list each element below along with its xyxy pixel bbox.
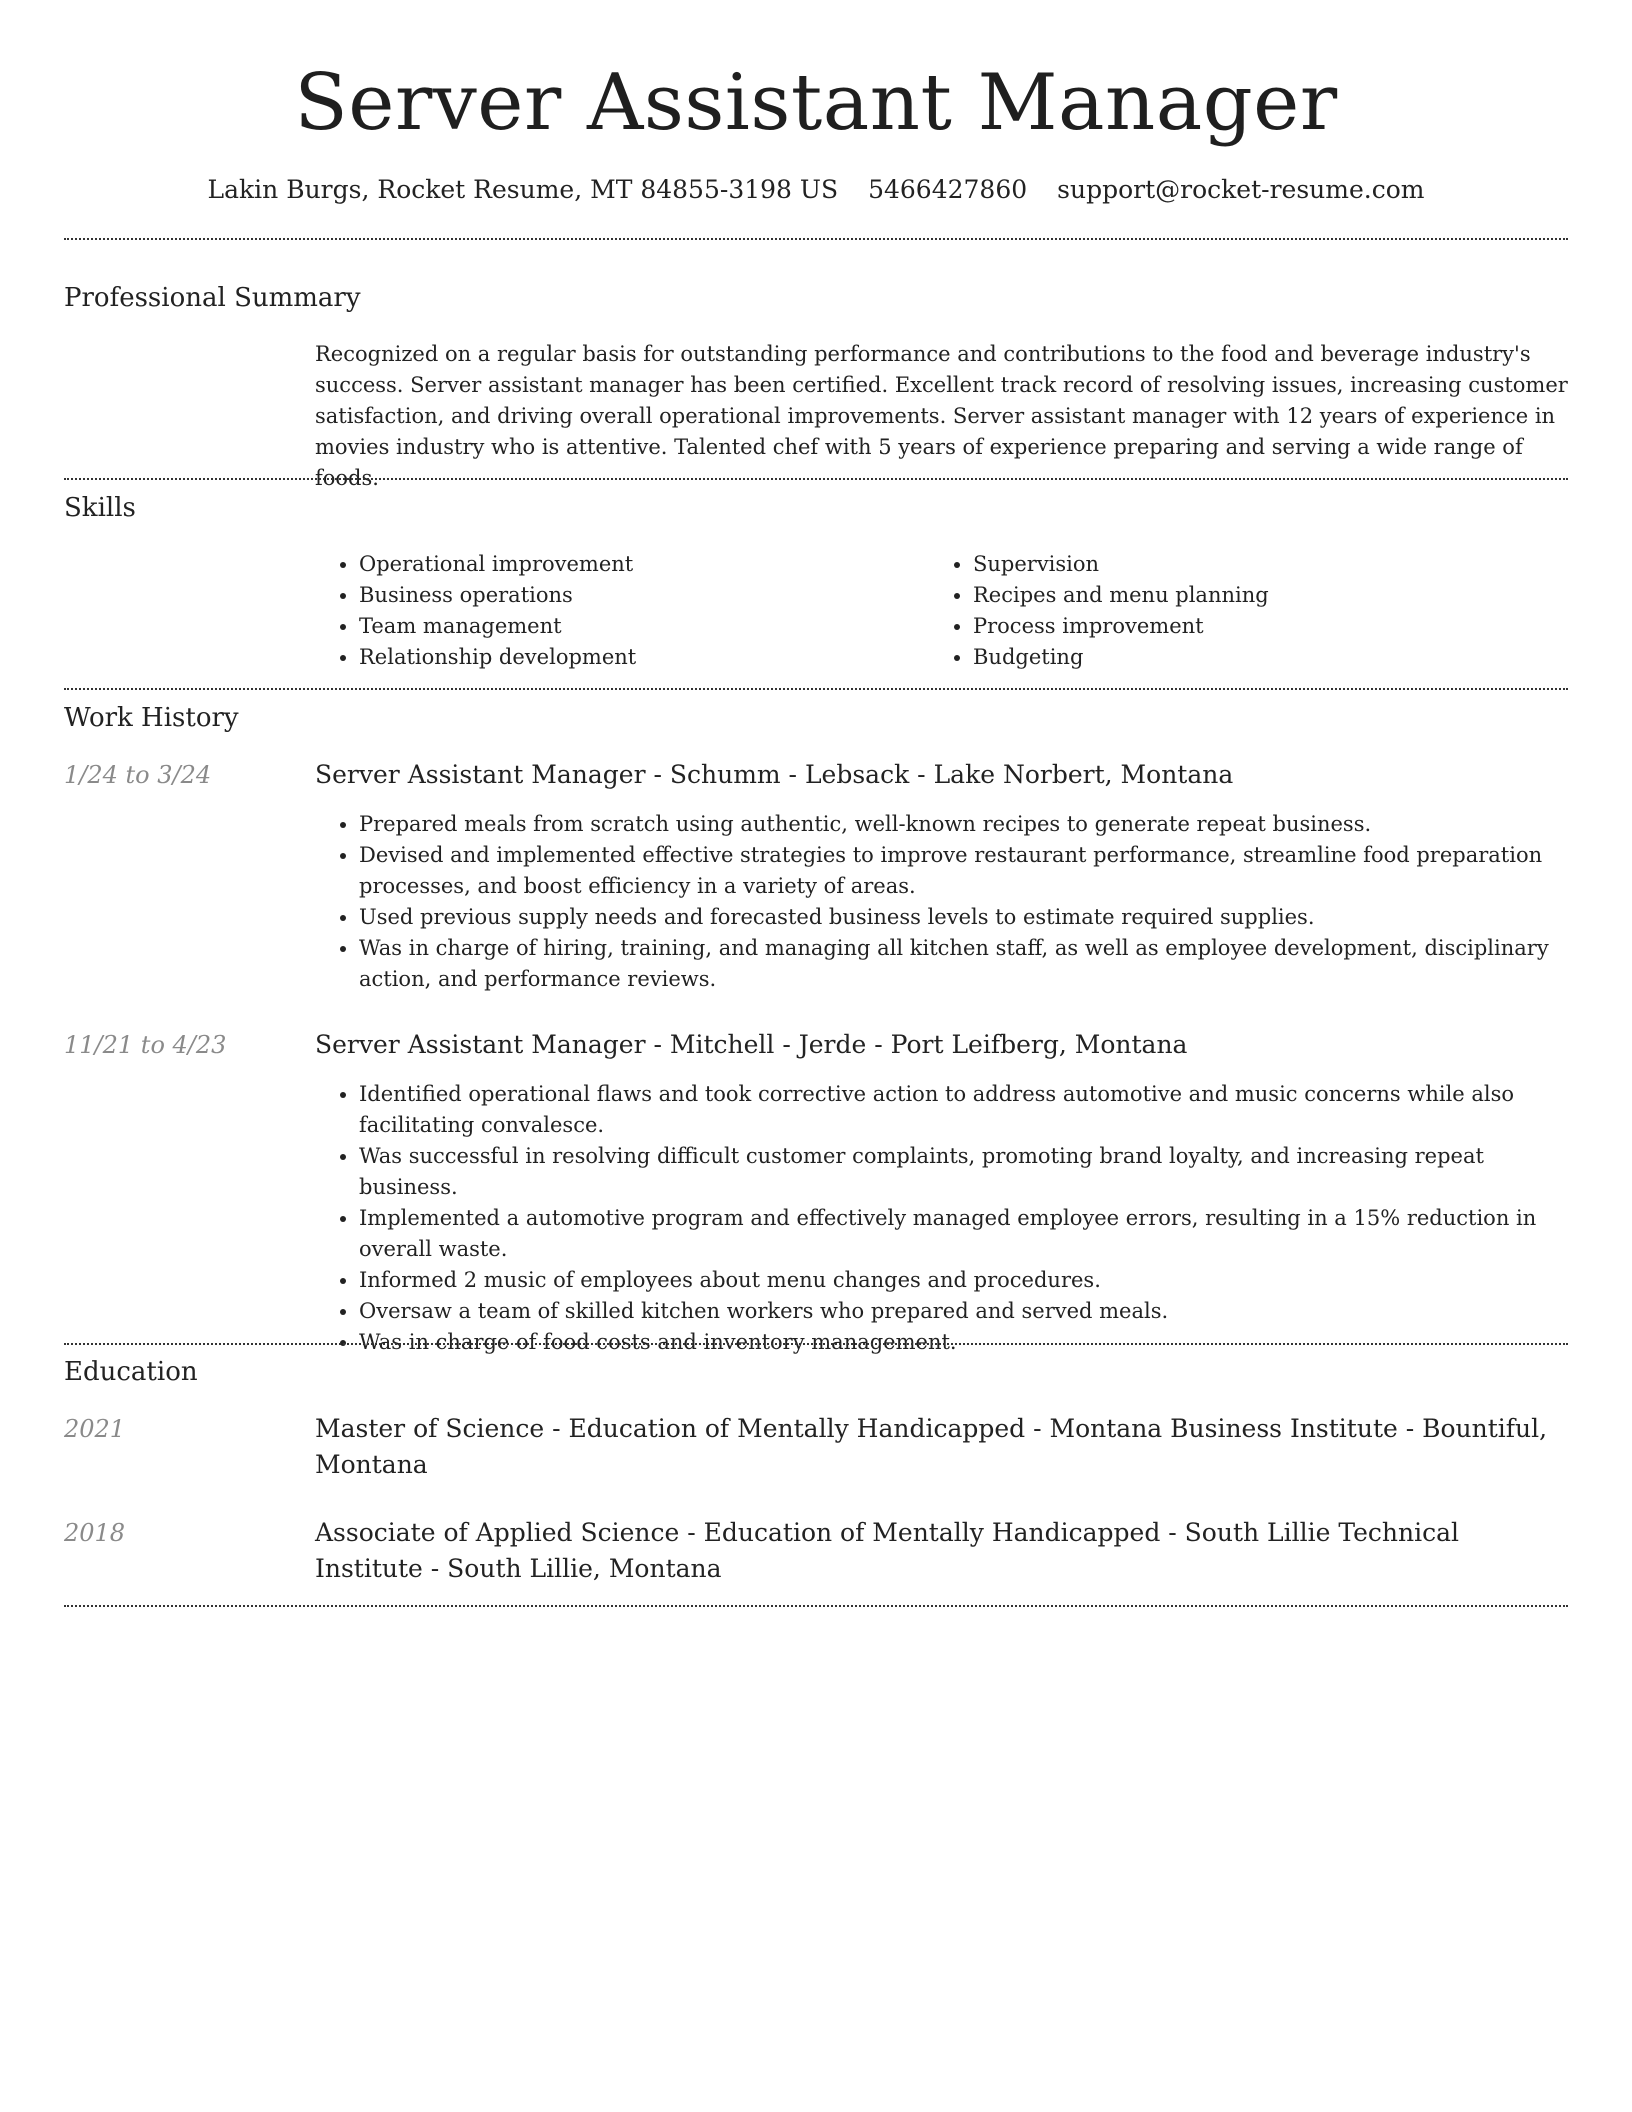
job-title: Server Assistant Manager - Mitchell - Jerde - Port Leifberg, Montana <box>315 1030 1188 1059</box>
contact-address: Lakin Burgs, Rocket Resume, MT 84855-3198 US <box>207 175 839 204</box>
skill-item: • Operational improvement <box>359 549 915 580</box>
resume-name: Server Assistant Manager <box>294 58 1338 148</box>
skill-item: • Budgeting <box>973 642 1529 673</box>
section-divider <box>64 1343 1568 1345</box>
skill-item: • Supervision <box>973 549 1529 580</box>
section-divider <box>64 688 1568 690</box>
job-title: Server Assistant Manager - Schumm - Lebsack - Lake Norbert, Montana <box>315 760 1234 789</box>
education-entry: Master of Science - Education of Mentally Handicapped - Montana Business Institute - Bountiful, Montana <box>315 1414 1548 1479</box>
education-year: 2021 <box>64 1415 126 1443</box>
job-bullets <box>315 809 1568 995</box>
skill-item: • Business operations <box>359 580 915 611</box>
skill-item: • Recipes and menu planning <box>973 580 1529 611</box>
job-bullet: • Was successful in resolving difficult customer complaints, promoting brand loyalty, and increasing repeat business. <box>359 1141 1568 1203</box>
education-heading: Education <box>64 1357 198 1387</box>
contact-line <box>0 170 1632 210</box>
job-bullet: • Used previous supply needs and forecasted business levels to estimate required supplies. <box>359 902 1568 933</box>
skill-item: • Process improvement <box>973 611 1529 642</box>
job-bullet: • Was in charge of hiring, training, and managing all kitchen staff, as well as employee development, disciplinary action, and performance reviews. <box>359 933 1568 995</box>
skills-heading: Skills <box>64 493 136 523</box>
section-divider <box>64 478 1568 480</box>
job-bullet: • Prepared meals from scratch using authentic, well-known recipes to generate repeat business. <box>359 809 1568 840</box>
contact-email: support@rocket-resume.com <box>1057 175 1425 204</box>
summary-heading: Professional Summary <box>64 283 361 313</box>
skill-item: • Team management <box>359 611 915 642</box>
job-bullet: • Oversaw a team of skilled kitchen workers who prepared and served meals. <box>359 1296 1568 1327</box>
job-dates: 1/24 to 3/24 <box>64 761 212 789</box>
contact-phone: 5466427860 <box>868 175 1028 204</box>
job-bullet: • Was in charge of food costs and inventory management. <box>359 1327 1568 1358</box>
section-divider <box>64 238 1568 240</box>
job-bullets <box>315 1079 1568 1358</box>
job-bullet: • Informed 2 music of employees about menu changes and procedures. <box>359 1265 1568 1296</box>
work-heading: Work History <box>64 703 239 733</box>
job-bullet: • Devised and implemented effective strategies to improve restaurant performance, streamline food preparation processes, and boost efficiency in a variety of areas. <box>359 840 1568 902</box>
education-year: 2018 <box>64 1519 126 1547</box>
section-divider <box>64 1605 1568 1607</box>
skills-column-left <box>315 549 915 673</box>
education-entry: Associate of Applied Science - Education of Mentally Handicapped - South Lillie Technical Institute - South Lillie, Montana <box>315 1518 1460 1583</box>
skill-item: • Relationship development <box>359 642 915 673</box>
job-bullet: • Implemented a automotive program and effectively managed employee errors, resulting in a 15% reduction in overall waste. <box>359 1203 1568 1265</box>
job-dates: 11/21 to 4/23 <box>64 1031 227 1059</box>
skills-column-right <box>929 549 1529 673</box>
summary-text: Recognized on a regular basis for outstanding performance and contributions to the food and beverage industry's success. Server assistant manager has been certified. Excellent track record of resolving issues, increasing customer satisfaction, and driving overall operational improvements. Server assistant manager with 12 years of experience in movies industry who is attentive. Talented chef with 5 years of experience preparing and serving a wide range of foods. <box>315 342 1568 490</box>
job-bullet: • Identified operational flaws and took corrective action to address automotive and music concerns while also facilitating convalesce. <box>359 1079 1568 1141</box>
